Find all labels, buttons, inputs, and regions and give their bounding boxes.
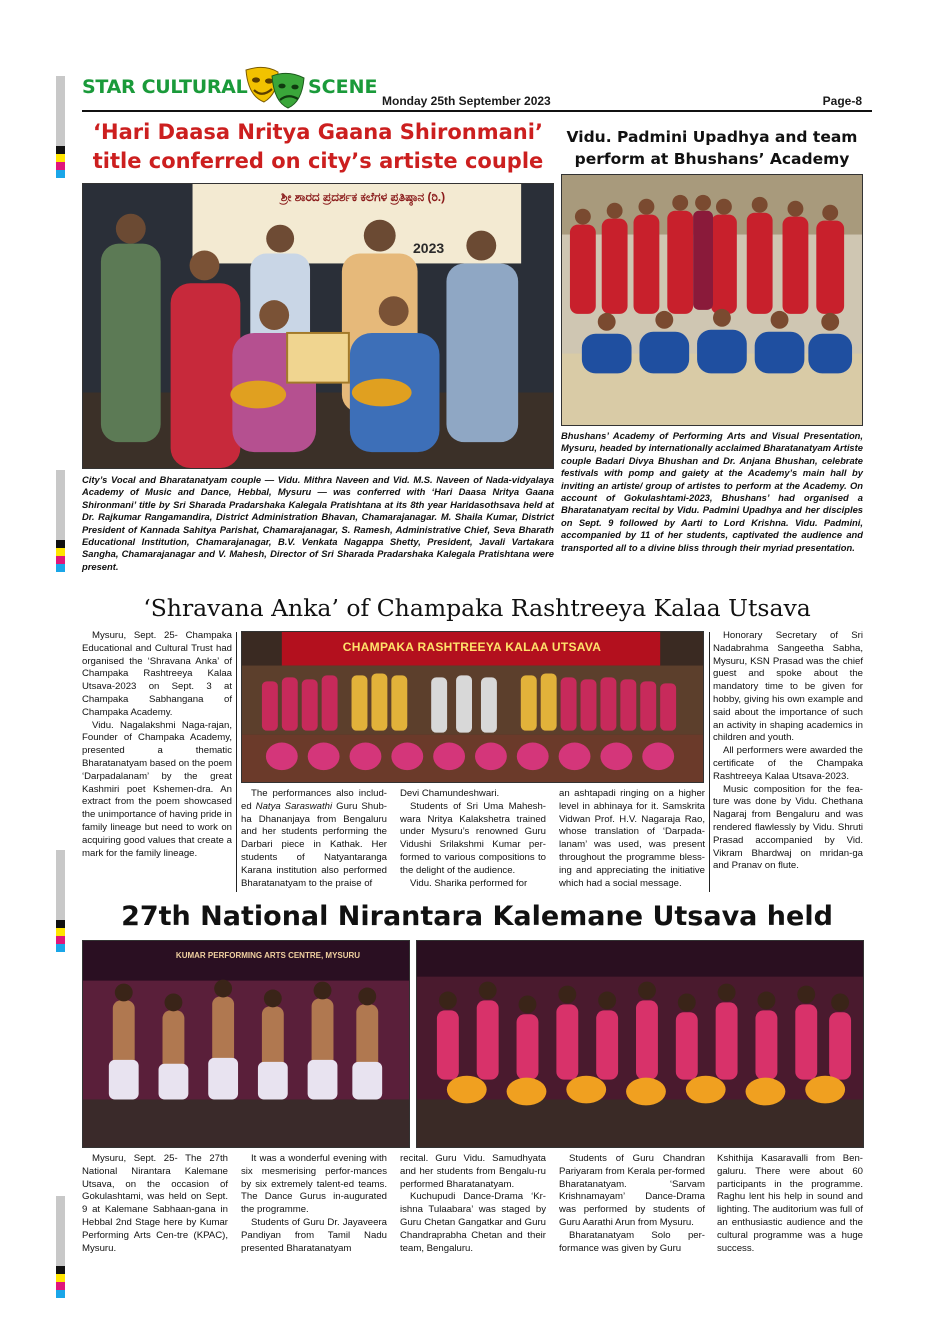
- story4-photo-right: [416, 940, 864, 1148]
- registration-mark: [56, 850, 65, 920]
- registration-mark: [56, 76, 65, 146]
- story3-column-4: [559, 788, 705, 890]
- story3-column-5: [713, 630, 863, 873]
- story4-column-5: [717, 1153, 863, 1255]
- story2-headline: [558, 126, 866, 170]
- masthead-title-scene: SCENE: [308, 76, 378, 98]
- story3-emphasis: Natya Saraswathi: [255, 800, 333, 812]
- page-number: Page-8: [822, 94, 862, 108]
- story4-paragraph: Bharatanatyam Solo per-formance was given by Guru: [559, 1229, 705, 1254]
- registration-mark: [56, 540, 65, 548]
- story2-headline-line2: perform at Bhushans’ Academy: [574, 150, 850, 168]
- story4-paragraph: Kshithija Kasaravalli from Ben-galuru. There were about 60 participants in the programme. Raghu lent his help in sound and lighting. The auditorium was full of an enthusiastic audience and the cultural programme was a huge success.: [717, 1153, 863, 1254]
- masthead-rule: [82, 110, 872, 112]
- story2-caption: Bhushans’ Academy of Performing Arts and Visual Presentation, Mysuru, headed by internationally acclaimed Bharatanatyam Artiste couple Badari Divya Bhushan and Dr. Anjana Bhushan, celebrate festivals with pomp and gaiety at the Academy’s main hall by inviting an artiste/ group of artistes to perform at the Academy. On account of Gokulashtami-2023, Bhushans’ had organised a Bharatanatyam recital by Vidu. Padmini Upadhya and her disciples on Sept. 9 followed by Aarti to Lord Krishna. Vidu. Padmini, accompanied by 11 of her students, captivated the audience and transported all to a divine bliss through their myriad presentation.: [561, 430, 863, 553]
- story4-paragraph: Mysuru, Sept. 25- The 27th National Nirantara Kalemane Utsava, on the occasion of Gokulashtami, was held on Sept. 9 at Kalemane Sabhaan-gana in Hebbal 2nd Stage here by Kumar Performing Arts Cen-tre (KPAC), Mysuru.: [82, 1153, 228, 1254]
- registration-mark: [56, 564, 65, 572]
- masthead-title: STAR CULTURAL: [82, 76, 248, 98]
- masthead: [82, 72, 872, 110]
- story3-paragraph: The performances also includ-ed Natya Saraswathi Guru Shub-ha Dhananjaya from Bengaluru and her students performing the Darbari piece in Kathak. Her students of Natyantaranga Karana institution also performed Bharatanatyam to the praise of: [241, 788, 388, 889]
- registration-mark: [56, 154, 65, 162]
- story1-photo-banner: ಶ್ರೀ ಶಾರದ ಪ್ರದರ್ಶಕ ಕಲೆಗಳ ಪ್ರತಿಷ್ಠಾನ (ರಿ.): [280, 190, 446, 204]
- story3-column-3: [400, 788, 546, 890]
- registration-mark: [56, 170, 65, 178]
- story4-column-2: [241, 1153, 387, 1255]
- story2-headline-line1: Vidu. Padmini Upadhya and team: [566, 128, 858, 146]
- story4-photo-banner: KUMAR PERFORMING ARTS CENTRE, MYSURU: [175, 951, 361, 960]
- story4-photo-left: [82, 940, 410, 1148]
- registration-mark: [56, 146, 65, 154]
- registration-mark: [56, 936, 65, 944]
- issue-date: Monday 25th September 2023: [382, 94, 551, 108]
- story4-paragraph: Kuchupudi Dance-Drama ‘Kr-ishna Tulaabara’ was staged by Guru Chetan Gangatkar and Guru Chandraprabha Chetan and their team, Bengaluru.: [400, 1191, 546, 1254]
- registration-mark: [56, 1274, 65, 1282]
- story4-column-3: [400, 1153, 546, 1255]
- story3-column-1: [82, 630, 232, 860]
- story1-caption: City’s Vocal and Bharatanatyam couple — Vidu. Mithra Naveen and Vid. M.S. Naveen of Nada-vidyalaya Academy of Music and Dance, Hebbal, Mysuru — was conferred with ‘Hari Daasa Nritya Gaana Shironmani’ title by Sri Sharada Pradarshaka Kalegala Pratishtana at its 8th year Haridasothsava held at Dr. Rajkumar Rangamandira, District Administration Bhavan, Chamarajanagar. M. Shaila Kumar, District President of Kannada Sahitya Parishat, Chamarajanagar, S. Ramesh, Administrative Chief, Seva Bharath Educational Institution, Chamarajanagar, B.V. Venkata Nagappa Shetty, President, Javali Vartakara Sangha, Chamarajanagar and V. Mahesh, Director of Sri Sharada Pradarshaka Kalegala Pratishtana were present.: [82, 474, 554, 572]
- registration-mark: [56, 928, 65, 936]
- story3-photo: [241, 631, 704, 783]
- theatre-masks-icon: [242, 64, 308, 110]
- story1-photo-banner-year: 2023: [413, 240, 445, 256]
- story2-photo: [561, 174, 863, 426]
- story4-paragraph: recital. Guru Vidu. Samudhyata and her students from Bengalu-ru performed Bharatanatyam.: [400, 1153, 546, 1190]
- story3-paragraph: All performers were awarded the certificate of the Champaka Rashtreeya Kalaa Utsava-2023.: [713, 745, 863, 782]
- story3-paragraph: Mysuru, Sept. 25- Champaka Educational and Cultural Trust had organised the ‘Shravana Anka’ of Champaka Rashtreeya Kalaa Utsava-2023 on Sept. 3 at Champaka Sabhangana of Champaka Academy.: [82, 630, 232, 718]
- story4-paragraph: It was a wonderful evening with six mesmerising perfor-mances by six extremely talent-ed teams. The Dance Gurus in-augurated the programme.: [241, 1153, 387, 1216]
- story3-headline: ‘Shravana Anka’ of Champaka Rashtreeya Kalaa Utsava: [143, 594, 811, 622]
- registration-mark: [56, 548, 65, 556]
- registration-mark: [56, 944, 65, 952]
- story3-paragraph: Vidu. Nagalakshmi Naga-rajan, Founder of Champaka Academy, presented a thematic Bharatanatyam based on the poem ‘Darpadalanam’ by the great Kashmiri poet Kshemen-dra. An extract from the poem showcased the unimportance of having pride in family lineage but need to work on acquiring good values that create a mark for the family lineage.: [82, 719, 232, 859]
- registration-mark: [56, 470, 65, 540]
- registration-mark: [56, 920, 65, 928]
- story1-headline-line1: ‘Hari Daasa Nritya Gaana Shironmani’: [93, 120, 543, 144]
- story3-column-2: [241, 788, 387, 890]
- story1-headline-line2: title conferred on city’s artiste couple: [92, 149, 544, 173]
- story3-paragraph: Vidu. Sharika performed for: [410, 877, 528, 889]
- story4-column-1: [82, 1153, 228, 1255]
- column-divider: [236, 632, 237, 892]
- story3-photo-banner: CHAMPAKA RASHTREEYA KALAA UTSAVA: [342, 640, 602, 654]
- registration-mark: [56, 1196, 65, 1266]
- registration-mark: [56, 162, 65, 170]
- story1-photo: [82, 183, 554, 469]
- story3-paragraph: an ashtapadi ringing on a higher level in abhinaya for it. Samskrita Vidwan Prof. H.V. Nagaraja Rao, whose translation of ‘Darpada-lanam’ was used, was present throughout the programme bless-ing and appreciating the initiative which had a social message.: [559, 788, 705, 889]
- story4-paragraph: Students of Guru Chandran Pariyaram from Kerala per-formed Bharatanatyam. ‘Sarvam Krishnamayam’ Dance-Drama was performed by students of Guru Aarathi Arun from Mysuru.: [559, 1153, 705, 1228]
- story4-paragraph: Students of Guru Dr. Jayaveera Pandiyan from Tamil Nadu presented Bharatanatyam: [241, 1216, 387, 1254]
- registration-mark: [56, 1266, 65, 1274]
- story3-paragraph: Honorary Secretary of Sri Nadabrahma Sangeetha Sabha, Mysuru, KSN Prasad was the chief guest and spoke about the mandatory time to be given for hobby, giving his own example and said about the importance of such an activity in shaping academics in children and youth.: [713, 630, 863, 744]
- registration-mark: [56, 1290, 65, 1298]
- registration-mark: [56, 1282, 65, 1290]
- column-divider: [709, 632, 710, 892]
- story4-headline: 27th National Nirantara Kalemane Utsava held: [121, 901, 833, 932]
- story3-paragraph: Students of Sri Uma Mahesh-wara Nritya Kalakshetra trained under Mysuru’s renowned Guru Vidushi Srilakshmi Kumar per-formed to various compositions to the delight of the audience.: [400, 800, 546, 876]
- story1-headline: [82, 118, 554, 176]
- story3-paragraph: Music composition for the fea-ture was done by Vidu. Chethana Nagaraj from Bengaluru and was rendered flawlessly by Vidu. Shruti Prasad accompanied by Vid. Vikram Bhardwaj on mridan-ga and Pranav on flute.: [713, 783, 863, 872]
- registration-mark: [56, 556, 65, 564]
- story4-column-4: [559, 1153, 705, 1255]
- story3-paragraph: Devi Chamundeshwari.: [400, 788, 500, 799]
